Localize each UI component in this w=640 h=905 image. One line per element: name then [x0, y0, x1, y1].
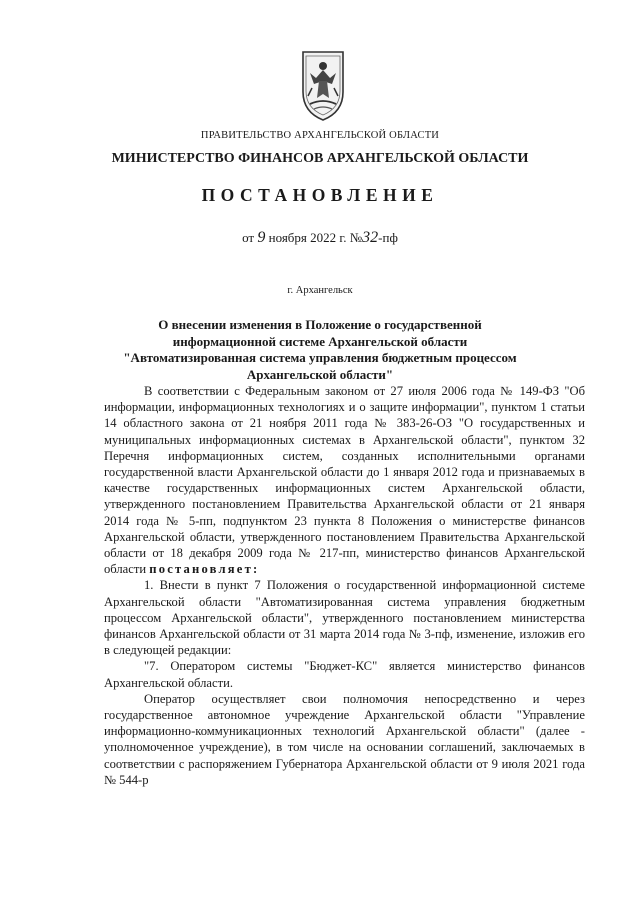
ministry-name: МИНИСТЕРСТВО ФИНАНСОВ АРХАНГЕЛЬСКОЙ ОБЛАСТИ [111, 151, 529, 166]
document-body [104, 383, 585, 788]
date-month-year: ноября 2022 г. № [268, 230, 363, 245]
date-day: 9 [257, 229, 266, 246]
document-number-suffix: -пф [378, 230, 398, 245]
coat-of-arms-emblem [300, 48, 346, 122]
paragraph-item-1: 1. Внести в пункт 7 Положения о государственной информационной системе Архангельской области "Автоматизированная система управления бюджетным процессом Архангельской области", утвержденного постановлением министерства финансов Архангельской области от 31 марта 2014 года № 3-пф, изменение, изложив его в следующей редакции: [104, 578, 585, 658]
paragraph-operator: Оператор осуществляет свои полномочия непосредственно и через государственное автономное учреждение Архангельской области "Управление информационно-коммуникационных технологий Архангельской области" (далее - уполномоченное учреждение), в том числе на основании соглашений, заключаемых в соответствии с распоряжением Губернатора Архангельской области от 9 июля 2021 года № 544-р [104, 691, 585, 787]
preamble-text: В соответствии с Федеральным законом от 27 июля 2006 года № 149-ФЗ "Об информации, информационных технологиях и о защите информации", пунктом 1 статьи 14 областного закона от 21 ноября 2011 года № 383-26-ОЗ "О государственных и муниципальных информационных системах в Архангельской области", пунктом 32 Перечня информационных систем, созданных исполнительными органами государственной власти Архангельской области до 1 января 2012 года и признаваемых в качестве государственных информационных систем Архангельской области, утвержденного постановлением Правительства Архангельской области от 21 января 2014 года № 5-пп, подпунктом 23 пункта 8 Положения о министерстве финансов Архангельской области, утвержденного постановлением Правительства Архангельской области от 18 декабря 2009 года № 217-пп, министерство финансов Архангельской области [104, 384, 585, 577]
paragraph-preamble [104, 383, 585, 577]
date-prefix: от [242, 230, 255, 245]
document-title: О внесении изменения в Положение о государственной информационной системе Архангельской области "Автоматизированная система управления бюджетным процессом Архангельской области" [123, 317, 517, 382]
document-type: ПОСТАНОВЛЕНИЕ [201, 185, 439, 205]
document-date-line [0, 229, 640, 247]
document-number: 32 [362, 229, 379, 246]
paragraph-item-7-quote: "7. Оператором системы "Бюджет-КС" является министерство финансов Архангельской области. [104, 659, 585, 690]
resolution-keyword: постановляет: [149, 562, 260, 577]
city: г. Архангельск [287, 285, 353, 296]
government-name: ПРАВИТЕЛЬСТВО АРХАНГЕЛЬСКОЙ ОБЛАСТИ [200, 130, 440, 141]
